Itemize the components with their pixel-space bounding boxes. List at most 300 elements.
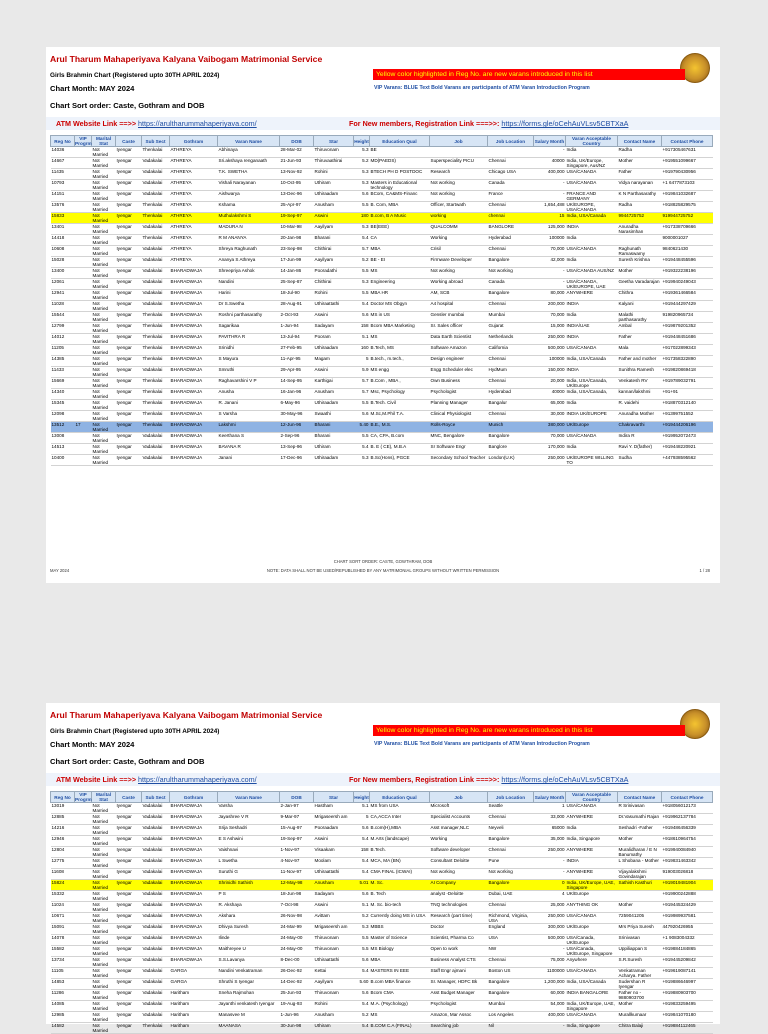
table-cell: ATHREYA [170, 202, 218, 213]
table-cell [75, 202, 92, 213]
table-cell: 14340 [51, 389, 75, 400]
table-cell: Not Married [92, 367, 116, 378]
table-cell: Dr S.Swetha [218, 301, 280, 312]
table-cell: K N Parthasarathy [618, 191, 662, 202]
table-cell: London(U.K) [488, 455, 534, 466]
table-cell: Not Married [92, 246, 116, 257]
table-cell: 8-Dec-00 [280, 957, 314, 968]
table-cell: 35,000 [534, 836, 566, 847]
table-cell: Rolls-Royce [430, 422, 488, 433]
table-cell: 5.1 [354, 902, 370, 913]
table-cell: Not Married [92, 257, 116, 268]
table-cell: Not Married [92, 891, 116, 902]
column-header: Marital Stat [92, 792, 116, 803]
table-cell [75, 257, 92, 268]
table-row [51, 169, 713, 180]
table-cell: India, USA/Canada [566, 356, 618, 367]
table-cell: Iyengar [116, 990, 142, 1001]
table-cell: Uppiliappan S [618, 946, 662, 957]
table-cell [75, 957, 92, 968]
table-cell: Manasvee M [218, 1012, 280, 1023]
table-cell: Abhinaya [218, 147, 280, 158]
table-cell: chennai [488, 213, 534, 224]
table-cell: Bangalur [488, 400, 534, 411]
table-cell: MS [370, 1012, 430, 1023]
table-cell: Not Married [92, 880, 116, 891]
website-link[interactable]: https://arultharummahaperiyava.com/ [138, 119, 257, 128]
table-cell: BAVANA R [218, 444, 280, 455]
table-cell [75, 946, 92, 957]
table-cell: Pooradathi [314, 268, 354, 279]
table-cell [75, 356, 92, 367]
links-row [46, 117, 720, 130]
links-row [46, 773, 720, 786]
table-cell: Iyengar [116, 180, 142, 191]
table-cell: Not Married [92, 279, 116, 290]
table-cell: Sathish Kasthuri [618, 880, 662, 891]
table-cell: Vadakalai [142, 825, 170, 836]
table-cell [75, 455, 92, 466]
table-cell: Swaathi [314, 411, 354, 422]
table-cell: +1 9083004332 [662, 935, 713, 946]
table-row [51, 1001, 713, 1012]
website-label: ATM Website Link ==>> [56, 119, 139, 128]
table-cell [75, 290, 92, 301]
table-cell: Mrs Priya Suresh [618, 924, 662, 935]
table-cell: Thiruvonam [314, 147, 354, 158]
table-cell: Radha [618, 147, 662, 158]
table-cell: ATHREYA [170, 191, 218, 202]
table-row [51, 858, 713, 869]
table-cell: +91+91 [662, 389, 713, 400]
table-cell: 15345 [51, 400, 75, 411]
table-cell: +1 6477873103 [662, 180, 713, 191]
column-header: Height [354, 136, 370, 147]
column-header: Education Qual [370, 792, 430, 803]
table-cell [75, 169, 92, 180]
table-cell: Sr. Sales officer [430, 323, 488, 334]
table-cell: 12941 [51, 290, 75, 301]
table-cell: Not working [430, 191, 488, 202]
table-cell [75, 1001, 92, 1012]
table-cell: +919952072473 [662, 433, 713, 444]
table-cell: +919884112465 [662, 1023, 713, 1034]
table-cell: Vadakalai [142, 158, 170, 169]
table-cell: Kalyani [618, 301, 662, 312]
table-cell: Uthiraadam [314, 345, 354, 356]
table-cell: 10671 [51, 913, 75, 924]
table-cell: Anusham [314, 202, 354, 213]
table-cell: Not Married [92, 803, 116, 814]
table-cell: kannan/lakshmi [618, 389, 662, 400]
table-cell [75, 301, 92, 312]
table-cell: Sagarikaa [218, 323, 280, 334]
table-cell: Mother [618, 158, 662, 169]
registration-label: For New members, Registration Link ===>>: [349, 775, 502, 784]
table-cell: Iyengar [116, 946, 142, 957]
table-cell [75, 345, 92, 356]
table-cell: Not Married [92, 935, 116, 946]
table-cell: Munich [488, 422, 534, 433]
table-cell: Thiruvonam [314, 935, 354, 946]
table-cell: 5.5 [354, 202, 370, 213]
table-cell: Currently doing MS in USA [370, 913, 430, 924]
table-cell: Not Married [92, 147, 116, 158]
table-cell: Anusham [314, 880, 354, 891]
table-cell: 5.6 [354, 825, 370, 836]
table-cell: Dubai, UAE [488, 891, 534, 902]
table-cell: Father [618, 169, 662, 180]
table-cell: USA/Canada, UK/Europe [566, 935, 618, 946]
table-cell: M. Sc. bio-tech [370, 902, 430, 913]
table-cell: BHARADWAJA [170, 411, 218, 422]
registration-link-group [349, 773, 628, 786]
column-header: VIP Progrm [75, 136, 92, 146]
table-cell: Vadakalai [142, 180, 170, 191]
table-cell: INDIA [566, 858, 618, 869]
table-cell: Iyengar [116, 935, 142, 946]
table-cell: Vadakalai [142, 1012, 170, 1023]
table-cell: Mumbai [488, 1001, 534, 1012]
table-cell: 11-Apr-95 [280, 356, 314, 367]
table-cell: 5.4 [354, 1023, 370, 1034]
table-cell: Chakravarthi [618, 422, 662, 433]
table-cell: M.A. (Psychology) [370, 1001, 430, 1012]
table-cell: - [534, 869, 566, 880]
table-cell: 12885 [51, 814, 75, 825]
table-cell: Vidya narayanan [618, 180, 662, 191]
table-cell: Vaishnavi [218, 847, 280, 858]
column-header: Varan Acceptable Country [566, 136, 618, 147]
table-cell: Mala [618, 345, 662, 356]
table-cell [75, 158, 92, 169]
registration-link[interactable]: https://forms.gle/oCehAuVLsv5CBTXaA [501, 775, 629, 784]
table-row [51, 180, 713, 191]
table-cell [75, 180, 92, 191]
table-cell: +919445324429 [662, 902, 713, 913]
table-cell: Janani [218, 455, 280, 466]
table-cell: 1,654,488 [534, 202, 566, 213]
table-cell: England [488, 924, 534, 935]
table-cell: 919003026818 [662, 869, 713, 880]
table-cell: Vadakalai [142, 290, 170, 301]
table-cell: 13-Nov-92 [280, 169, 314, 180]
table-cell: Not Married [92, 169, 116, 180]
table-row [51, 356, 713, 367]
table-row [51, 803, 713, 814]
table-cell: B.com, B A Music [370, 213, 430, 224]
table-row [51, 913, 713, 924]
table-cell: Not Married [92, 825, 116, 836]
table-cell: Thenkalai [142, 213, 170, 224]
table-cell: 70,000 [534, 433, 566, 444]
table-cell: Not Married [92, 334, 116, 345]
table-cell: Iyengar [116, 1012, 142, 1023]
table-cell: Vadakalai [142, 858, 170, 869]
table-row [51, 268, 713, 279]
table-cell: Aswini [314, 367, 354, 378]
table-cell: Richmond, Virginia, USA [488, 913, 534, 924]
table-cell: Vadakalai [142, 1001, 170, 1012]
table-cell: working [430, 213, 488, 224]
table-cell: B.E., M.S. [370, 422, 430, 433]
table-cell: MS engg [370, 367, 430, 378]
table-cell: Thenkalai [142, 312, 170, 323]
chart-subtitle: Girls Brahmin Chart (Registered upto 30TH APRIL 2024) [50, 72, 220, 79]
table-cell: ANYWHERE [566, 814, 618, 825]
table-cell: 25,000 [534, 902, 566, 913]
table-row [51, 935, 713, 946]
table-cell: Iyengar [116, 202, 142, 213]
registration-link[interactable]: https://forms.gle/oCehAuVLsv5CBTXaA [501, 119, 629, 128]
table-cell: L Shobana - Mother [618, 858, 662, 869]
table-cell: Iyengar [116, 825, 142, 836]
table-cell: +919886646997 [662, 979, 713, 990]
table-cell: Chennai [488, 356, 534, 367]
table-cell: USA/CANADA [566, 803, 618, 814]
table-cell: Iyengar [116, 411, 142, 422]
table-cell: ANYWHERE [566, 290, 618, 301]
table-cell: Vadakalai [142, 836, 170, 847]
table-cell: INDIA [566, 334, 618, 345]
table-cell: Vijayalakshmi Govindarajan [618, 869, 662, 880]
column-header: Education Qual [370, 136, 430, 147]
table-cell: 65,000 [534, 400, 566, 411]
table-cell: MCA, MA (BN) [370, 858, 430, 869]
table-cell: Not Married [92, 902, 116, 913]
table-cell [75, 400, 92, 411]
table-row [51, 869, 713, 880]
table-cell: Varsha [218, 803, 280, 814]
column-header: Marital Stat [92, 136, 116, 147]
table-cell: Not Married [92, 224, 116, 235]
table-cell: 100000 [534, 235, 566, 246]
table-cell: 40000 [534, 158, 566, 169]
table-cell: FRANCE AND GERMANY [566, 191, 618, 202]
table-cell: +917305467631 [662, 147, 713, 158]
table-row [51, 422, 713, 433]
table-cell: BHARADWAJA [170, 268, 218, 279]
table-cell: Seattle [488, 803, 534, 814]
table-cell: 14216 [51, 825, 75, 836]
varan-table-page-2 [50, 791, 713, 1034]
table-cell: E S Ashwini [218, 836, 280, 847]
table-cell: India, Singapore [566, 1023, 618, 1034]
table-cell: UK/Europe [566, 891, 618, 902]
table-cell: BHARADWAJA [170, 345, 218, 356]
table-cell: Vadakalai [142, 268, 170, 279]
table-cell: Vadakalai [142, 913, 170, 924]
table-cell: BHARADWAJA [170, 891, 218, 902]
table-cell: 11105 [51, 968, 75, 979]
website-link[interactable]: https://arultharummahaperiyava.com/ [138, 775, 257, 784]
table-cell: BANGLORE [488, 224, 534, 235]
table-cell: MBA HR [370, 290, 430, 301]
table-row [51, 1023, 713, 1034]
table-cell: Aswini [314, 902, 354, 913]
table-cell: 12-Jun-96 [280, 422, 314, 433]
table-cell: Thiruvaathirai [314, 158, 354, 169]
table-cell: Bangalore [488, 290, 534, 301]
table-cell: USA/CANADA [566, 246, 618, 257]
sort-order: Chart Sort order: Caste, Gothram and DOB [50, 101, 205, 110]
table-cell: Gujarat [488, 323, 534, 334]
column-header: Gothram [170, 792, 218, 803]
table-row [51, 301, 713, 312]
table-cell: MASTERS IN EEE [370, 968, 430, 979]
table-cell: Raghavarshini V P [218, 378, 280, 389]
table-cell [75, 990, 92, 1001]
table-cell: BHARADWAJA [170, 301, 218, 312]
table-cell: Iyengar [116, 814, 142, 825]
table-cell: ATHREYA [170, 246, 218, 257]
table-cell [75, 312, 92, 323]
table-cell: 2-Jan-97 [280, 803, 314, 814]
table-cell: +919879201352 [662, 323, 713, 334]
table-cell: Not Married [92, 400, 116, 411]
table-cell: Anusham [314, 389, 354, 400]
table-cell: Canada [488, 279, 534, 290]
table-cell: Shrinidhi Sathish [218, 880, 280, 891]
table-cell [75, 924, 92, 935]
table-cell: 15,000 [534, 323, 566, 334]
table-cell: 14418 [51, 235, 75, 246]
table-cell: BHARADWAJA [170, 847, 218, 858]
table-cell [75, 323, 92, 334]
table-cell: Thenkalai [142, 1023, 170, 1034]
table-cell: Vadakalai [142, 444, 170, 455]
table-cell: Vadakalai [142, 891, 170, 902]
table-cell: Aishwarya [218, 191, 280, 202]
table-cell: Sri.akshaya renganaath [218, 158, 280, 169]
table-cell: BE [370, 147, 430, 158]
table-cell: 5.5 [354, 268, 370, 279]
vip-note: VIP Varans: BLUE Text Bold Varans are participants of ATM Varan Introduction Program [374, 741, 590, 747]
table-row [51, 444, 713, 455]
table-cell: Not Married [92, 1023, 116, 1034]
table-cell [75, 880, 92, 891]
table-cell: Iyengar [116, 400, 142, 411]
new-varans-banner: Yellow color highlighted in Reg No. are new varans introduced in this list [373, 69, 685, 80]
table-cell: 12946 [51, 836, 75, 847]
table-cell: BHARADWAJA [170, 290, 218, 301]
table-cell: Anuradha Mother [618, 411, 662, 422]
table-cell: Not working [430, 268, 488, 279]
table-cell: Iyengar [116, 968, 142, 979]
table-cell: 25-Sep-87 [280, 279, 314, 290]
table-cell: Iyengar [116, 235, 142, 246]
column-header: Reg No [51, 792, 75, 803]
table-cell: 13008 [51, 433, 75, 444]
table-cell: +919831463342 [662, 858, 713, 869]
table-cell: 160 [354, 345, 370, 356]
table-cell: Chennai [488, 411, 534, 422]
table-cell: Suruthi G [218, 869, 280, 880]
table-cell: Mother [618, 836, 662, 847]
table-cell: Bangalore [488, 257, 534, 268]
column-header: Job [430, 136, 488, 147]
table-cell: USA/CANADA, UK/EUROPE, UAE [566, 279, 618, 290]
table-cell: Nandini [218, 279, 280, 290]
table-cell: 5.7 [354, 246, 370, 257]
table-cell [75, 1012, 92, 1023]
table-cell: MS in US [370, 312, 430, 323]
table-row [51, 367, 713, 378]
table-cell: ATHREYA [170, 180, 218, 191]
table-cell: BHARADWAJA [170, 814, 218, 825]
table-cell: Not Married [92, 180, 116, 191]
table-cell: Chennai [488, 847, 534, 858]
table-cell: 14012 [51, 334, 75, 345]
table-cell: 5.5 [354, 290, 370, 301]
table-cell: B.Tech. [370, 847, 430, 858]
table-cell: Canada [488, 180, 534, 191]
table-cell: ATHREYA [170, 158, 218, 169]
table-cell: India [566, 400, 618, 411]
table-cell: BHARADWAJA [170, 433, 218, 444]
table-cell: 7259041205 [618, 913, 662, 924]
page-number: 1 / 28 [699, 568, 710, 573]
table-cell: Planning Manager [430, 400, 488, 411]
column-header: Job [430, 792, 488, 803]
table-cell: AI Company [430, 880, 488, 891]
table-cell: Iyengar [116, 323, 142, 334]
table-cell: M. Sc. [370, 880, 430, 891]
table-cell: +919361466584 [662, 290, 713, 301]
table-cell: Not Married [92, 235, 116, 246]
table-cell: Chennai [488, 202, 534, 213]
table-row [51, 378, 713, 389]
table-cell: 24-May-00 [280, 946, 314, 957]
table-cell: Business Analyst CTS [430, 957, 488, 968]
table-cell [618, 235, 662, 246]
table-cell: Iyengar [116, 389, 142, 400]
table-cell: - [534, 191, 566, 202]
table-cell: 25-Jun-93 [280, 990, 314, 1001]
table-row [51, 968, 713, 979]
table-cell: Aswini [314, 312, 354, 323]
table-cell: Haritham [170, 1001, 218, 1012]
table-cell: 919820965734 [662, 312, 713, 323]
column-header: DOB [280, 136, 314, 147]
table-cell: Bangalore [488, 880, 534, 891]
table-cell: Dhivya Suresh [218, 924, 280, 935]
table-cell: Not Married [92, 858, 116, 869]
table-row [51, 323, 713, 334]
table-cell: BCom, CA&MS-Financ [370, 191, 430, 202]
table-cell: +918056012173 [662, 803, 713, 814]
table-cell: Vishali Narayanan [218, 180, 280, 191]
table-cell: Iyengar [116, 444, 142, 455]
table-cell: 12098 [51, 411, 75, 422]
table-row [51, 257, 713, 268]
table-row [51, 990, 713, 1001]
table-cell: P S [218, 891, 280, 902]
table-cell: Aayilyam [314, 257, 354, 268]
table-cell: Not Married [92, 213, 116, 224]
table-cell: Vadakalai [142, 433, 170, 444]
table-cell [75, 191, 92, 202]
table-cell: 14-Jan-86 [280, 268, 314, 279]
table-cell: 5.2 [354, 1012, 370, 1023]
table-cell: 1100000 [534, 968, 566, 979]
table-row [51, 213, 713, 224]
table-cell: BHARADWAJA [170, 880, 218, 891]
table-cell: Staff Engr ajmani [430, 968, 488, 979]
table-cell: Not Married [92, 957, 116, 968]
table-cell: 180 [354, 213, 370, 224]
table-cell: Chicago USA [488, 169, 534, 180]
